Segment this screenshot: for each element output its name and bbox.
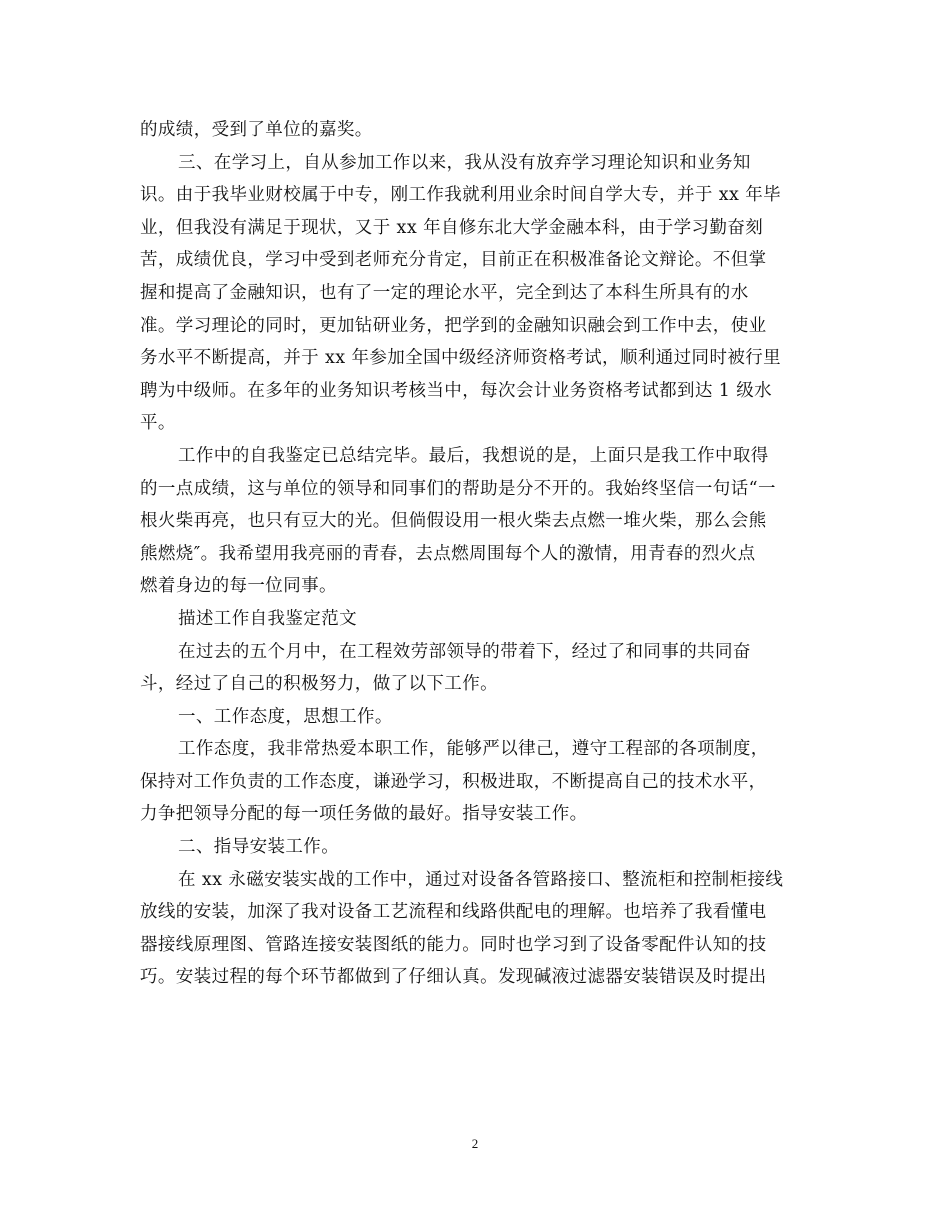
document-body (140, 114, 812, 994)
text-line: 一、工作态度，思想工作。 (178, 706, 393, 727)
text-line: 燃着身边的每一位同事。 (140, 576, 337, 597)
text-line: 斗，经过了自己的积极努力，做了以下工作。 (140, 674, 498, 695)
text-line: 在 xx 永磁安装实战的工作中，通过对设备各管路接口、整流柜和控制柜接线 (178, 869, 784, 890)
page-number: 2 (471, 1136, 479, 1151)
text-line: 二、指导安装工作。 (178, 837, 340, 858)
text-line: 握和提高了金融知识，也有了一定的理论水平，完全到达了本科生所具有的水 (140, 282, 749, 303)
text-line: 保持对工作负责的工作态度，谦逊学习，积极进取，不断提高自己的技术水平， (140, 771, 767, 792)
text-line: 力争把领导分配的每一项任务做的最好。指导安装工作。 (140, 804, 588, 825)
text-line: 三、在学习上，自从参加工作以来，我从没有放弃学习理论知识和业务知 (178, 152, 751, 173)
text-line: 的成绩，受到了单位的嘉奖。 (140, 120, 373, 140)
text-line: 的一点成绩，这与单位的领导和同事们的帮助是分不开的。我始终坚信一句话“一 (140, 478, 776, 499)
text-line: 放线的安装，加深了我对设备工艺流程和线路供配电的理解。也培养了我看懂电 (140, 902, 767, 923)
text-line: 识。由于我毕业财校属于中专，刚工作我就利用业余时间自学大专，并于 xx 年毕 (140, 185, 782, 206)
text-line: 根火柴再亮，也只有豆大的光。但倘假设用一根火柴去点燃一堆火柴，那么会熊 (140, 511, 767, 532)
text-line: 准。学习理论的同时，更加钻研业务，把学到的金融知识融会到工作中去，使业 (140, 315, 767, 336)
text-line: 聘为中级师。在多年的业务知识考核当中，每次会计业务资格考试都到达 1 级水 (140, 380, 773, 401)
text-line: 业，但我没有满足于现状，又于 xx 年自修东北大学金融本科，由于学习勤奋刻 (140, 217, 764, 238)
text-line: 器接线原理图、管路连接安装图纸的能力。同时也学习到了设备零配件认知的技 (140, 934, 767, 955)
text-line: 在过去的五个月中，在工程效劳部领导的带着下，经过了和同事的共同奋 (178, 641, 751, 662)
text-line: 巧。安装过程的每个环节都做到了仔细认真。发现碱液过滤器安装错误及时提出 (140, 967, 767, 988)
text-line: 苦，成绩优良，学习中受到老师充分肯定，目前正在积极准备论文辩论。不但掌 (140, 250, 767, 271)
text-line: 务水平不断提高，并于 xx 年参加全国中级经济师资格考试，顺利通过同时被行里 (140, 348, 782, 369)
text-line: 工作中的自我鉴定已总结完毕。最后，我想说的是，上面只是我工作中取得 (178, 445, 769, 466)
text-line: 工作态度，我非常热爱本职工作，能够严以律己，遵守工程部的各项制度， (178, 739, 769, 760)
text-line: 熊燃烧″。我希望用我亮丽的青春，去点燃周围每个人的激情，用青春的烈火点 (140, 543, 756, 564)
text-line: 平。 (140, 413, 176, 434)
text-line: 描述工作自我鉴定范文 (178, 608, 357, 629)
